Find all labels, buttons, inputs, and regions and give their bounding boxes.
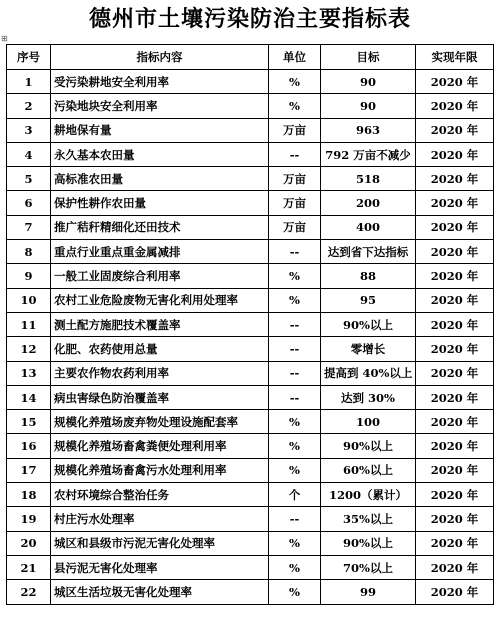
- table-row: [7, 434, 494, 458]
- table-row: [7, 580, 494, 604]
- cell-indicator: 规模化养殖场畜禽污水处理利用率: [51, 458, 269, 482]
- table-row: [7, 94, 494, 118]
- cell-target: 963: [321, 118, 416, 142]
- cell-index: 11: [7, 312, 51, 336]
- move-handle-icon[interactable]: ⊞: [1, 34, 8, 43]
- cell-index: 19: [7, 507, 51, 531]
- cell-unit: %: [269, 410, 321, 434]
- cell-indicator: 规模化养殖场畜禽粪便处理利用率: [51, 434, 269, 458]
- cell-target: 提高到 40%以上: [321, 361, 416, 385]
- cell-unit: %: [269, 94, 321, 118]
- cell-year: 2020 年: [416, 312, 494, 336]
- cell-indicator: 耕地保有量: [51, 118, 269, 142]
- cell-target: 达到省下达指标: [321, 240, 416, 264]
- cell-index: 18: [7, 483, 51, 507]
- cell-index: 12: [7, 337, 51, 361]
- cell-unit: %: [269, 434, 321, 458]
- cell-target: 1200（累计）: [321, 483, 416, 507]
- cell-year: 2020 年: [416, 191, 494, 215]
- header-target: 目标: [321, 45, 416, 70]
- table-row: [7, 167, 494, 191]
- cell-index: 7: [7, 215, 51, 239]
- cell-target: 792 万亩不减少: [321, 142, 416, 166]
- cell-unit: --: [269, 337, 321, 361]
- table-row: [7, 118, 494, 142]
- cell-indicator: 化肥、农药使用总量: [51, 337, 269, 361]
- cell-indicator: 测土配方施肥技术覆盖率: [51, 312, 269, 336]
- cell-indicator: 病虫害绿色防治覆盖率: [51, 385, 269, 409]
- cell-unit: %: [269, 264, 321, 288]
- cell-index: 16: [7, 434, 51, 458]
- cell-target: 95: [321, 288, 416, 312]
- cell-index: 8: [7, 240, 51, 264]
- cell-target: 70%以上: [321, 555, 416, 579]
- table-row: [7, 555, 494, 579]
- cell-indicator: 村庄污水处理率: [51, 507, 269, 531]
- cell-target: 200: [321, 191, 416, 215]
- cell-indicator: 高标准农田量: [51, 167, 269, 191]
- cell-unit: 万亩: [269, 118, 321, 142]
- cell-indicator: 永久基本农田量: [51, 142, 269, 166]
- table-header-row: [7, 45, 494, 70]
- cell-year: 2020 年: [416, 555, 494, 579]
- header-indicator: 指标内容: [51, 45, 269, 70]
- table-row: [7, 70, 494, 94]
- table-row: [7, 361, 494, 385]
- table-row: [7, 264, 494, 288]
- cell-unit: --: [269, 507, 321, 531]
- cell-unit: --: [269, 142, 321, 166]
- cell-index: 10: [7, 288, 51, 312]
- cell-index: 6: [7, 191, 51, 215]
- cell-target: 90%以上: [321, 312, 416, 336]
- cell-index: 22: [7, 580, 51, 604]
- cell-year: 2020 年: [416, 531, 494, 555]
- cell-unit: --: [269, 361, 321, 385]
- cell-year: 2020 年: [416, 264, 494, 288]
- cell-target: 90: [321, 70, 416, 94]
- cell-target: 400: [321, 215, 416, 239]
- cell-year: 2020 年: [416, 167, 494, 191]
- table-row: [7, 385, 494, 409]
- cell-indicator: 受污染耕地安全利用率: [51, 70, 269, 94]
- cell-unit: %: [269, 288, 321, 312]
- cell-year: 2020 年: [416, 580, 494, 604]
- cell-target: 35%以上: [321, 507, 416, 531]
- cell-index: 17: [7, 458, 51, 482]
- cell-year: 2020 年: [416, 337, 494, 361]
- cell-target: 99: [321, 580, 416, 604]
- table-row: [7, 142, 494, 166]
- cell-indicator: 推广秸秆精细化还田技术: [51, 215, 269, 239]
- cell-unit: %: [269, 70, 321, 94]
- cell-indicator: 县污泥无害化处理率: [51, 555, 269, 579]
- cell-target: 90%以上: [321, 434, 416, 458]
- cell-index: 1: [7, 70, 51, 94]
- table-row: [7, 483, 494, 507]
- cell-year: 2020 年: [416, 483, 494, 507]
- cell-year: 2020 年: [416, 215, 494, 239]
- header-unit: 单位: [269, 45, 321, 70]
- table-row: [7, 312, 494, 336]
- table-row: [7, 288, 494, 312]
- page-title: 德州市土壤污染防治主要指标表: [88, 7, 411, 32]
- cell-indicator: 农村工业危险废物无害化利用处理率: [51, 288, 269, 312]
- cell-unit: --: [269, 312, 321, 336]
- table-row: [7, 337, 494, 361]
- table-row: [7, 191, 494, 215]
- cell-target: 90: [321, 94, 416, 118]
- cell-year: 2020 年: [416, 507, 494, 531]
- cell-unit: 万亩: [269, 191, 321, 215]
- cell-year: 2020 年: [416, 142, 494, 166]
- cell-index: 4: [7, 142, 51, 166]
- table-row: [7, 458, 494, 482]
- cell-year: 2020 年: [416, 288, 494, 312]
- cell-index: 21: [7, 555, 51, 579]
- cell-unit: --: [269, 385, 321, 409]
- indicator-table: [6, 44, 494, 605]
- cell-year: 2020 年: [416, 240, 494, 264]
- cell-unit: %: [269, 580, 321, 604]
- cell-year: 2020 年: [416, 434, 494, 458]
- cell-target: 达到 30%: [321, 385, 416, 409]
- cell-indicator: 主要农作物农药利用率: [51, 361, 269, 385]
- cell-year: 2020 年: [416, 70, 494, 94]
- table-row: [7, 240, 494, 264]
- cell-indicator: 保护性耕作农田量: [51, 191, 269, 215]
- header-index: 序号: [7, 45, 51, 70]
- cell-year: 2020 年: [416, 118, 494, 142]
- cell-target: 518: [321, 167, 416, 191]
- cell-year: 2020 年: [416, 458, 494, 482]
- cell-indicator: 城区生活垃圾无害化处理率: [51, 580, 269, 604]
- cell-unit: %: [269, 555, 321, 579]
- cell-indicator: 污染地块安全利用率: [51, 94, 269, 118]
- cell-indicator: 农村环境综合整治任务: [51, 483, 269, 507]
- cell-target: 88: [321, 264, 416, 288]
- cell-unit: 万亩: [269, 167, 321, 191]
- cell-unit: --: [269, 240, 321, 264]
- cell-year: 2020 年: [416, 410, 494, 434]
- table-row: [7, 410, 494, 434]
- cell-year: 2020 年: [416, 385, 494, 409]
- cell-target: 零增长: [321, 337, 416, 361]
- cell-index: 5: [7, 167, 51, 191]
- cell-index: 14: [7, 385, 51, 409]
- table-row: [7, 507, 494, 531]
- cell-unit: %: [269, 458, 321, 482]
- cell-index: 20: [7, 531, 51, 555]
- cell-indicator: 规模化养殖场废弃物处理设施配套率: [51, 410, 269, 434]
- cell-unit: 万亩: [269, 215, 321, 239]
- cell-index: 9: [7, 264, 51, 288]
- cell-year: 2020 年: [416, 94, 494, 118]
- cell-unit: %: [269, 531, 321, 555]
- cell-unit: 个: [269, 483, 321, 507]
- cell-indicator: 一般工业固废综合利用率: [51, 264, 269, 288]
- cell-target: 60%以上: [321, 458, 416, 482]
- header-year: 实现年限: [416, 45, 494, 70]
- cell-index: 15: [7, 410, 51, 434]
- table-row: [7, 215, 494, 239]
- cell-indicator: 城区和县级市污泥无害化处理率: [51, 531, 269, 555]
- cell-target: 90%以上: [321, 531, 416, 555]
- cell-year: 2020 年: [416, 361, 494, 385]
- cell-index: 3: [7, 118, 51, 142]
- cell-index: 13: [7, 361, 51, 385]
- cell-target: 100: [321, 410, 416, 434]
- cell-index: 2: [7, 94, 51, 118]
- cell-indicator: 重点行业重点重金属减排: [51, 240, 269, 264]
- table-row: [7, 531, 494, 555]
